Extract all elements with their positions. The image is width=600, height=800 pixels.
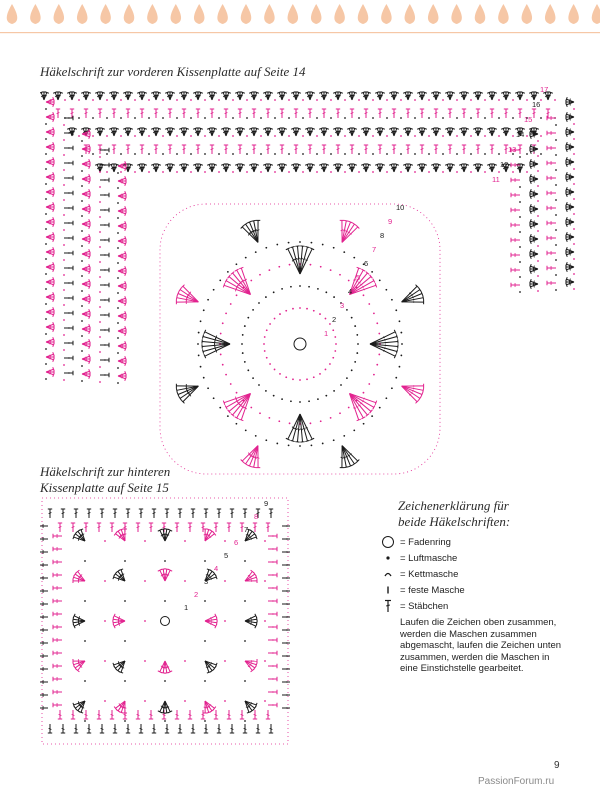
ring-icon <box>380 534 396 550</box>
crochet-chart-front <box>40 82 580 482</box>
legend-label: = Stäbchen <box>400 600 449 612</box>
round-number: 1 <box>184 603 189 612</box>
round-number: 5 <box>356 273 361 282</box>
round-number: 13 <box>508 145 517 154</box>
crochet-chart-back <box>40 496 290 746</box>
round-number: 12 <box>500 160 509 169</box>
round-number: 2 <box>332 315 337 324</box>
caption-back-line1: Häkelschrift zur hinteren <box>40 464 171 479</box>
single-crochet-icon <box>380 582 396 598</box>
round-number: 9 <box>264 499 269 508</box>
round-number: 3 <box>204 577 209 586</box>
legend-label: = feste Masche <box>400 584 465 596</box>
chain-dot-icon <box>380 550 396 566</box>
decorative-top-border <box>0 0 600 42</box>
legend-label: = Luftmasche <box>400 552 458 564</box>
round-number: 6 <box>364 259 369 268</box>
round-number: 1 <box>324 329 329 338</box>
caption-front-panel: Häkelschrift zur vorderen Kissenplatte auf Seite 14 <box>40 64 306 79</box>
double-crochet-icon <box>380 598 396 614</box>
symbol-legend <box>380 498 580 675</box>
slip-stitch-icon <box>380 566 396 582</box>
round-number: 17 <box>540 85 549 94</box>
round-number: 15 <box>524 115 533 124</box>
round-number: 4 <box>348 287 353 296</box>
round-number: 8 <box>254 512 259 521</box>
round-number: 3 <box>340 301 345 310</box>
legend-title-line2: beide Häkelschriften: <box>398 514 511 529</box>
caption-back-line2: Kissenplatte auf Seite 15 <box>40 480 169 495</box>
legend-row-single <box>380 582 580 598</box>
legend-row-ring <box>380 534 580 550</box>
round-number: 11 <box>492 175 500 184</box>
round-number: 7 <box>372 245 377 254</box>
round-number: 7 <box>244 525 249 534</box>
round-number: 14 <box>516 130 525 139</box>
watermark: PassionForum.ru <box>478 776 555 787</box>
legend-row-chain <box>380 550 580 566</box>
round-number: 6 <box>234 538 239 547</box>
round-number: 8 <box>380 231 385 240</box>
round-number: 16 <box>532 100 541 109</box>
round-number: 4 <box>214 564 219 573</box>
round-number: 2 <box>194 590 199 599</box>
round-number: 5 <box>224 551 229 560</box>
legend-title <box>398 498 580 530</box>
legend-title-line1: Zeichenerklärung für <box>398 498 509 513</box>
round-number: 10 <box>396 203 405 212</box>
legend-label: = Fadenring <box>400 536 451 548</box>
legend-label: = Kettmasche <box>400 568 459 580</box>
legend-row-slip <box>380 566 580 582</box>
round-number: 9 <box>388 217 393 226</box>
caption-back-panel <box>40 464 300 496</box>
legend-row-double <box>380 598 580 614</box>
page-number: 9 <box>554 760 560 771</box>
legend-note: Laufen die Zeichen oben zusammen, werden die Maschen zusammen abgemascht, laufen die Zeichen unten zusammen, werden die Maschen in eine Einstichstelle gearbeitet. <box>400 617 562 674</box>
